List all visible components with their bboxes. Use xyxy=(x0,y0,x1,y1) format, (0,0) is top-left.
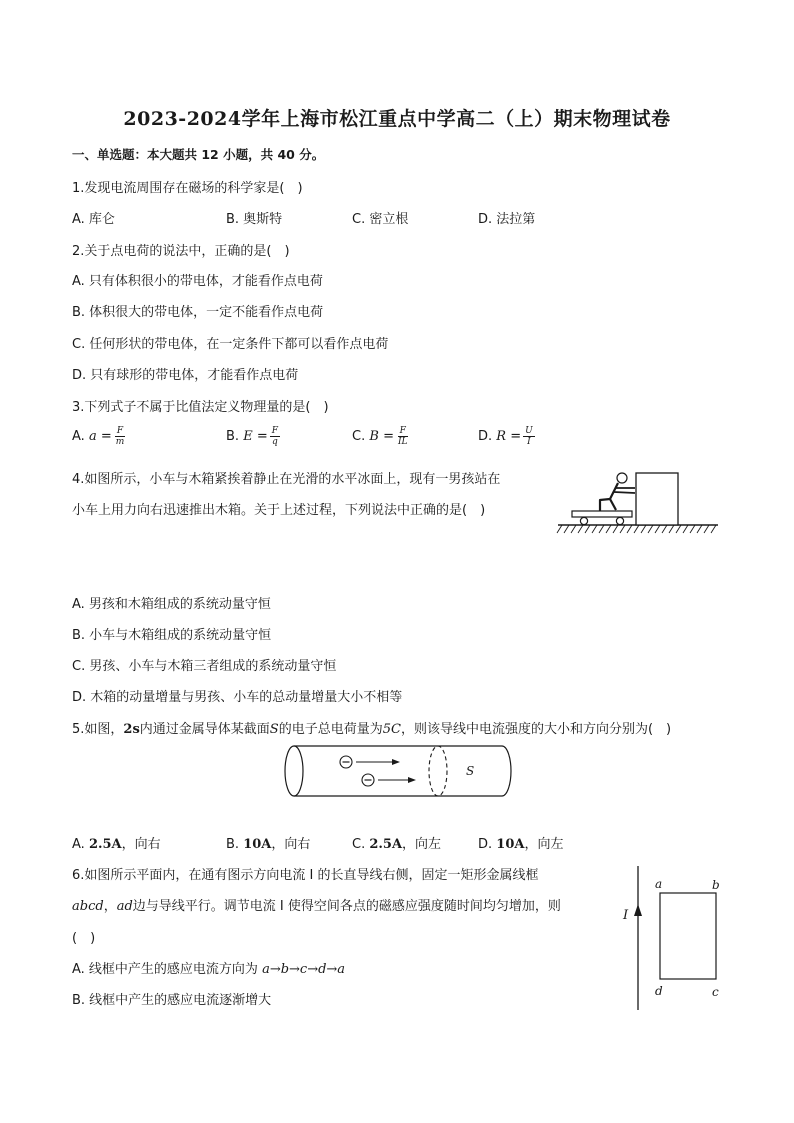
q4-stem-line2: 小车上用力向右迅速推出木箱。关于上述过程，下列说法中正确的是( ) xyxy=(72,503,486,518)
q2-option-d: D. 只有球形的带电体，才能看作点电荷 xyxy=(72,368,299,383)
q6-figure-label-c: c xyxy=(712,985,719,999)
section-heading: 一、单选题：本大题共 12 小题，共 40 分。 xyxy=(72,147,325,162)
q5-option-c: C. 2.5A，向左 xyxy=(352,837,442,852)
q1-option-a: A. 库仑 xyxy=(72,212,115,227)
q3-option-c: C. B = $\frac{F}{IL}$ xyxy=(352,426,408,447)
q1-option-d: D. 法拉第 xyxy=(478,212,536,227)
q1-stem: 1.发现电流周围存在磁场的科学家是( ) xyxy=(72,181,303,196)
q6-figure-current-label: I xyxy=(623,908,629,923)
q4-option-c: C. 男孩、小车与木箱三者组成的系统动量守恒 xyxy=(72,659,337,674)
q2-option-c: C. 任何形状的带电体，在一定条件下都可以看作点电荷 xyxy=(72,337,389,352)
q4-option-a: A. 男孩和木箱组成的系统动量守恒 xyxy=(72,597,271,612)
q3-option-a: A. a = $\frac{F}{m}$ xyxy=(72,426,125,447)
q2-stem: 2.关于点电荷的说法中，正确的是( ) xyxy=(72,244,290,259)
q6-figure-label-b: b xyxy=(712,878,720,892)
q4-option-d: D. 木箱的动量增量与男孩、小车的总动量增量大小不相等 xyxy=(72,690,403,705)
q6-option-b: B. 线框中产生的感应电流逐渐增大 xyxy=(72,993,272,1008)
q6-stem-line3: ( ) xyxy=(72,931,96,946)
q6-figure-label-a: a xyxy=(655,877,663,891)
q5-figure-conductor xyxy=(280,742,516,802)
q3-option-d: D. R = $\frac{U}{I}$ xyxy=(478,426,533,447)
q2-option-b: B. 体积很大的带电体，一定不能看作点电荷 xyxy=(72,305,324,320)
q4-option-b: B. 小车与木箱组成的系统动量守恒 xyxy=(72,628,272,643)
q2-option-a: A. 只有体积很小的带电体，才能看作点电荷 xyxy=(72,274,323,289)
q5-option-a: A. 2.5A，向右 xyxy=(72,837,161,852)
page-title: 2023-2024学年上海市松江重点中学高二（上）期末物理试卷 xyxy=(123,108,671,130)
q5-stem: 5.如图，2s内通过金属导体某截面S的电子总电荷量为5C，则该导线中电流强度的大小和方向分别为( ) xyxy=(72,722,672,737)
q5-option-d: D. 10A，向左 xyxy=(478,837,564,852)
q3-stem: 3.下列式子不属于比值法定义物理量的是( ) xyxy=(72,400,329,415)
q5-figure-label-s: S xyxy=(466,764,475,778)
q1-option-b: B. 奥斯特 xyxy=(226,212,283,227)
q5-option-b: B. 10A，向右 xyxy=(226,837,311,852)
q6-figure-label-d: d xyxy=(655,984,663,998)
q6-option-a: A. 线框中产生的感应电流方向为 a→b→c→d→a xyxy=(72,962,346,977)
q1-option-c: C. 密立根 xyxy=(352,212,409,227)
q6-stem-line1: 6.如图所示平面内，在通有图示方向电流 I 的长直导线右侧，固定一矩形金属线框 xyxy=(72,868,539,883)
q6-figure-wire-and-loop xyxy=(618,862,728,1014)
q4-stem-line1: 4.如图所示，小车与木箱紧挨着静止在光滑的水平冰面上，现有一男孩站在 xyxy=(72,472,501,487)
q4-figure-boy-cart-box xyxy=(556,466,722,538)
q3-option-b: B. E = $\frac{F}{q}$ xyxy=(226,426,278,447)
q6-stem-line2: abcd，ad边与导线平行。调节电流 I 使得空间各点的磁感应强度随时间均匀增加，则 xyxy=(72,899,561,914)
